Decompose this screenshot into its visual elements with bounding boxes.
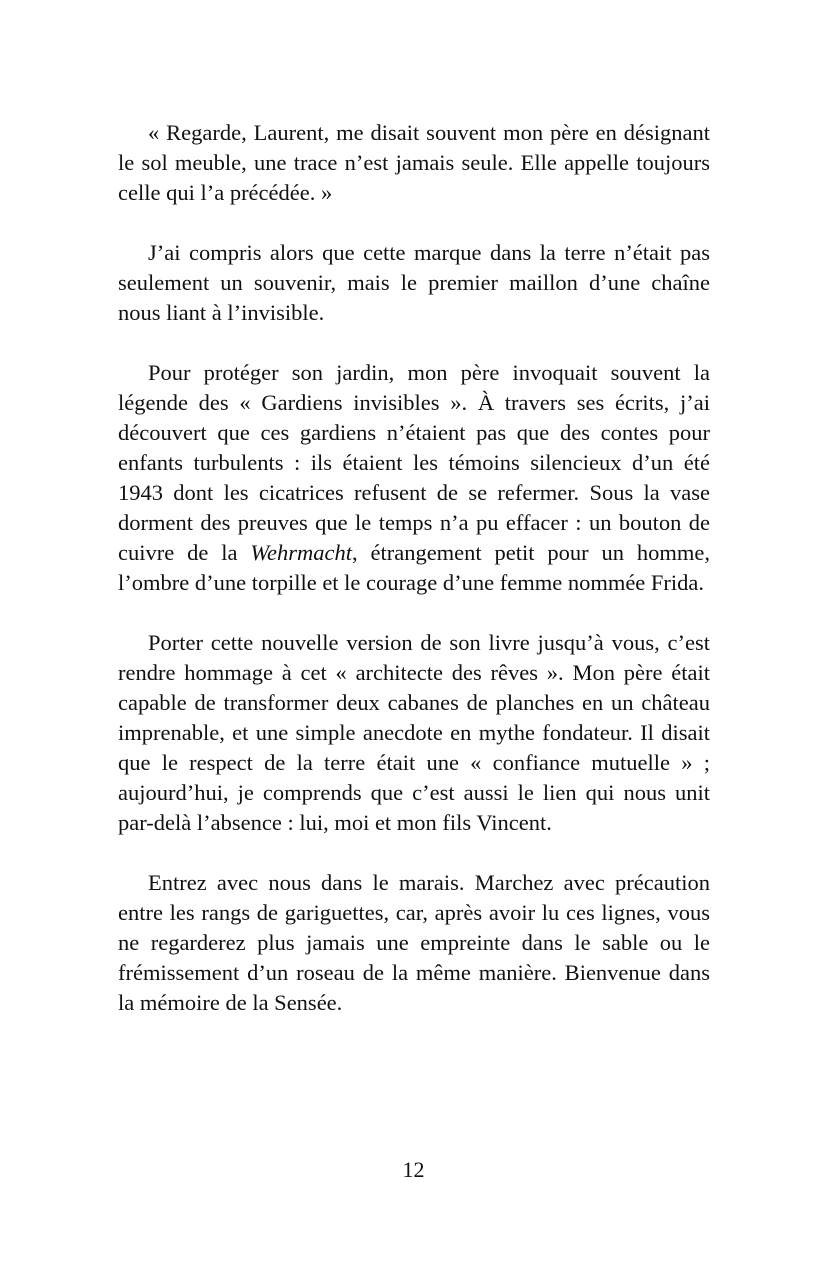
paragraph-3-text-end: , étrangement petit pour un homme, l’ombre d’une torpille et le courage d’une femme nommée Frida. (118, 540, 710, 595)
page-body (118, 118, 710, 1048)
paragraph-2-text: J’ai compris alors que cette marque dans la terre n’était pas seulement un souvenir, mais le premier maillon d’une chaîne nous liant à l’invisible. (118, 240, 710, 325)
paragraph-2 (118, 238, 710, 328)
page-number: 12 (402, 1157, 425, 1182)
paragraph-1 (118, 118, 710, 208)
paragraph-5-text: Entrez avec nous dans le marais. Marchez avec précaution entre les rangs de gariguettes, car, après avoir lu ces lignes, vous ne regarderez plus jamais une empreinte dans le sable ou le frémissement d’un roseau de la même manière. Bienvenue dans la mémoire de la Sensée. (118, 870, 710, 1015)
paragraph-4 (118, 628, 710, 838)
paragraph-4-text: Porter cette nouvelle version de son livre jusqu’à vous, c’est rendre hommage à cet « architecte des rêves ». Mon père était capable de transformer deux cabanes de planches en un château imprenable, et une simple anecdote en mythe fondateur. Il disait que le respect de la terre était une « confiance mutuelle » ; aujourd’hui, je comprends que c’est aussi le lien qui nous unit par-delà l’absence : lui, moi et mon fils Vincent. (118, 630, 710, 835)
paragraph-1-text: « Regarde, Laurent, me disait souvent mon père en désignant le sol meuble, une trace n’est jamais seule. Elle appelle toujours celle qui l’a précédée. » (118, 120, 710, 205)
paragraph-5 (118, 868, 710, 1018)
paragraph-3 (118, 358, 710, 598)
paragraph-3-text-start: Pour protéger son jardin, mon père invoquait souvent la légende des « Gardiens invisibles ». À travers ses écrits, j’ai découvert que ces gardiens n’étaient pas que des contes pour enfants turbulents : ils étaient les témoins silencieux d’un été 1943 dont les cicatrices refusent de se refermer. Sous la vase dorment des preuves que le temps n’a pu effacer : un bouton de cuivre de la (118, 360, 710, 565)
paragraph-3-italic-term: Wehrmacht (250, 540, 352, 565)
